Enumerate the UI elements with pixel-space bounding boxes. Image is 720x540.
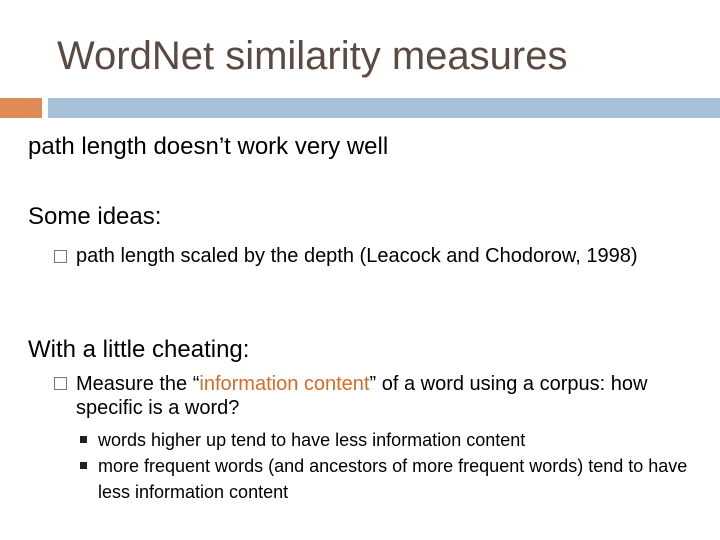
point-some-ideas: Some ideas: <box>28 203 162 230</box>
checkbox-bullet-icon <box>54 377 67 390</box>
checkbox-bullet-icon <box>54 250 67 263</box>
square-bullet-icon <box>80 436 87 443</box>
title-underline-band <box>48 98 720 118</box>
subpoint-text-after: ” of a word using a corpus: how specific is a word? <box>76 373 648 419</box>
slide-title: WordNet similarity measures <box>57 34 568 78</box>
point-path-length: path length doesn’t work very well <box>28 133 389 160</box>
detail-bullet-list <box>98 427 718 505</box>
list-item <box>98 453 718 505</box>
subpoint-text-before: Measure the “ <box>76 373 200 395</box>
list-item <box>98 427 718 453</box>
point-little-cheating: With a little cheating: <box>28 336 250 363</box>
bullet-text: more frequent words (and ancestors of more frequent words) tend to have less information content <box>98 456 688 502</box>
subpoint-information-content <box>76 372 716 420</box>
bullet-text: words higher up tend to have less information content <box>98 430 526 450</box>
subpoint-leacock: path length scaled by the depth (Leacock and Chodorow, 1998) <box>76 245 638 267</box>
square-bullet-icon <box>80 462 87 469</box>
highlight-information-content: information content <box>199 373 370 395</box>
accent-bar <box>0 98 42 118</box>
